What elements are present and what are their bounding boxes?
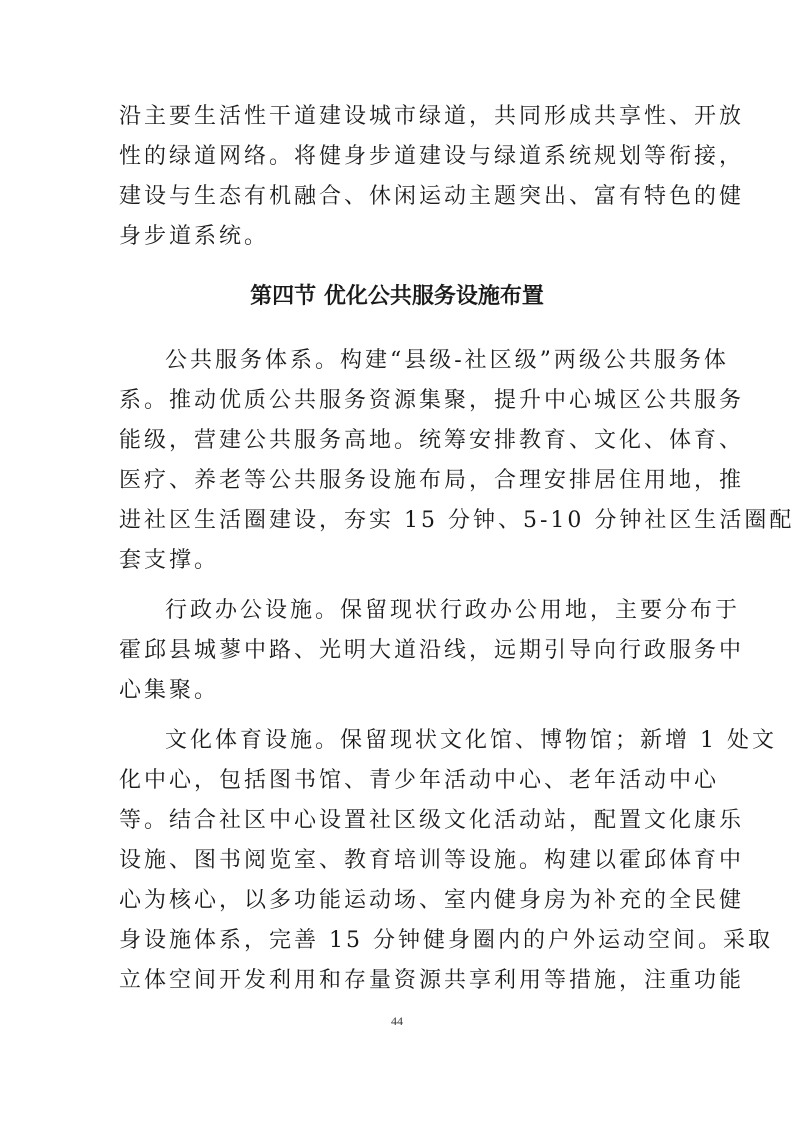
text-line: 沿主要生活性干道建设城市绿道，共同形成共享性、开放 xyxy=(119,104,745,129)
text-line: 医疗、养老等公共服务设施布局，合理安排居住用地，推 xyxy=(119,468,745,493)
text-line: 心为核心，以多功能运动场、室内健身房为补充的全民健 xyxy=(119,888,745,913)
paragraph-administrative-facilities xyxy=(119,591,745,711)
text-line: 心集聚。 xyxy=(119,678,220,703)
text-line: 建设与生态有机融合、休闲运动主题突出、富有特色的健 xyxy=(119,184,745,209)
paragraph-greenway xyxy=(119,97,745,257)
text-line: 设施、图书阅览室、教育培训等设施。构建以霍邱体育中 xyxy=(119,848,745,873)
text-line: 立体空间开发利用和存量资源共享利用等措施，注重功能 xyxy=(119,968,745,993)
text-line: 进社区生活圈建设，夯实 15 分钟、5-10 分钟社区生活圈配 xyxy=(119,508,794,533)
text-line: 等。结合社区中心设置社区级文化活动站，配置文化康乐 xyxy=(119,808,745,833)
text-line: 能级，营建公共服务高地。统筹安排教育、文化、体育、 xyxy=(119,428,745,453)
text-line: 系。推动优质公共服务资源集聚，提升中心城区公共服务 xyxy=(119,388,745,413)
text-line: 公共服务体系。构建“县级-社区级”两级公共服务体 xyxy=(165,348,729,373)
paragraph-public-service-system xyxy=(119,341,794,581)
text-line: 化中心，包括图书馆、青少年活动中心、老年活动中心 xyxy=(119,768,720,793)
text-line: 性的绿道网络。将健身步道建设与绿道系统规划等衔接， xyxy=(119,144,745,169)
text-line: 行政办公设施。保留现状行政办公用地，主要分布于 xyxy=(165,598,741,623)
text-line: 套支撑。 xyxy=(119,548,220,573)
text-line: 霍邱县城蓼中路、光明大道沿线，远期引导向行政服务中 xyxy=(119,638,745,663)
paragraph-culture-sports-facilities xyxy=(119,721,777,1001)
text-line: 身设施体系，完善 15 分钟健身圈内的户外运动空间。采取 xyxy=(119,928,773,953)
text-line: 身步道系统。 xyxy=(119,224,270,249)
page-number: 44 xyxy=(391,1014,403,1028)
document-page xyxy=(119,97,794,1001)
text-line: 文化体育设施。保留现状文化馆、博物馆；新增 1 处文 xyxy=(165,728,777,753)
section-heading: 第四节 优化公共服务设施布置 xyxy=(250,284,544,309)
